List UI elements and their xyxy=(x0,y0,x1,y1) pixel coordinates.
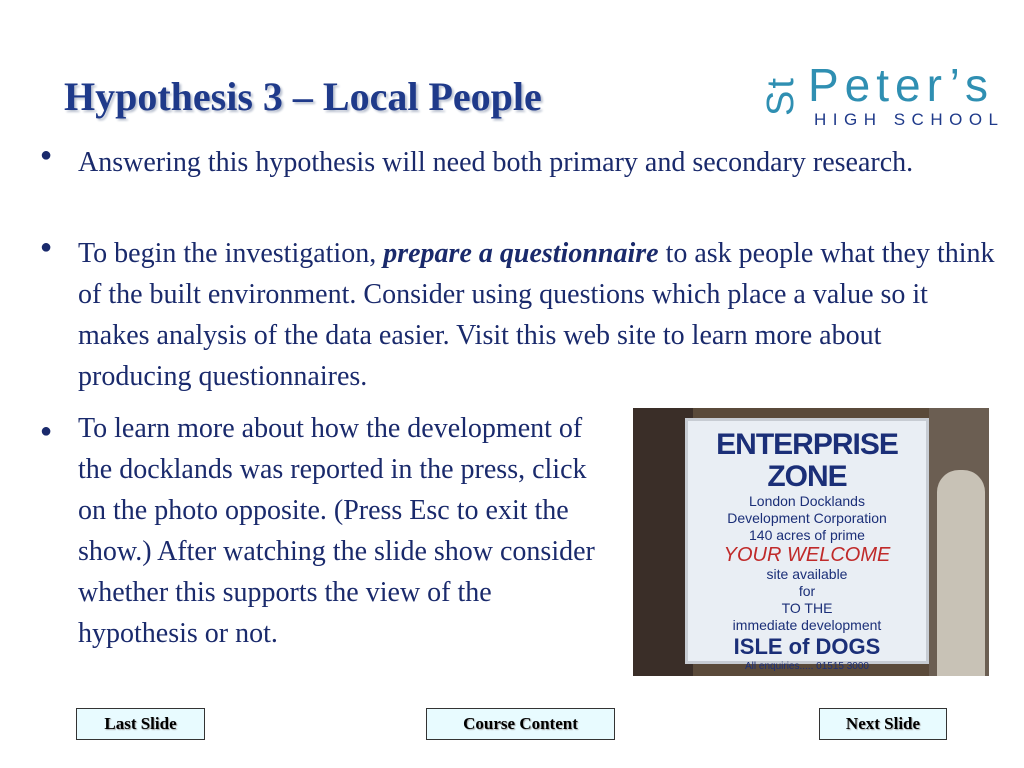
bullet-text-after: to ask people what they think of the built environment. Consider using questions which place a value so it makes analysis of the data easier. Visit this web site to learn more about producing questionnaires. xyxy=(78,238,995,392)
bullet-text-questionnaire xyxy=(78,233,998,397)
sign-line: TO THE xyxy=(781,600,833,616)
sign-enquiries: All enquiries..... 01515 3000 xyxy=(745,661,869,672)
photo-background-left xyxy=(633,408,693,676)
sign-line: site available xyxy=(766,566,848,582)
sign-line: London Docklands xyxy=(749,493,865,509)
sign-heading: ENTERPRISE ZONE xyxy=(716,428,898,493)
slide-title: Hypothesis 3 – Local People xyxy=(64,74,542,119)
sign-isle: ISLE of DOGS xyxy=(733,634,881,659)
bullet-dot: ● xyxy=(40,144,53,166)
next-slide-button[interactable]: Next Slide xyxy=(819,708,947,740)
bullet-dot: ● xyxy=(40,420,53,442)
enterprise-zone-sign xyxy=(685,418,929,672)
course-content-button[interactable]: Course Content xyxy=(426,708,615,740)
logo-st: St xyxy=(760,76,802,116)
school-logo xyxy=(760,59,1008,136)
sign-line: for xyxy=(798,583,816,599)
sign-line: 140 acres of prime xyxy=(749,527,865,543)
bullet-text-research: Answering this hypothesis will need both primary and secondary research. xyxy=(78,147,914,178)
bullet-dot: ● xyxy=(40,236,53,258)
questionnaire-emphasis: prepare a questionnaire xyxy=(383,238,659,269)
logo-name: Peter’s xyxy=(808,59,995,111)
bullet-text-before: To begin the investigation, xyxy=(78,238,384,269)
sign-line: immediate development xyxy=(732,617,882,633)
logo-subtitle: HIGH SCHOOL xyxy=(814,110,1005,129)
bullet-text-docklands: To learn more about how the development of the docklands was reported in the press, click on the photo opposite. (Press Esc to exit the show.) After watching the slide show consider whether this supports the view of the hypothesis or not. xyxy=(78,413,595,649)
enterprise-zone-photo[interactable] xyxy=(633,408,989,676)
sign-graffiti: YOUR WELCOME xyxy=(723,544,891,566)
sign-line: Development Corporation xyxy=(727,510,887,526)
last-slide-button[interactable]: Last Slide xyxy=(76,708,205,740)
photo-person xyxy=(937,470,985,676)
